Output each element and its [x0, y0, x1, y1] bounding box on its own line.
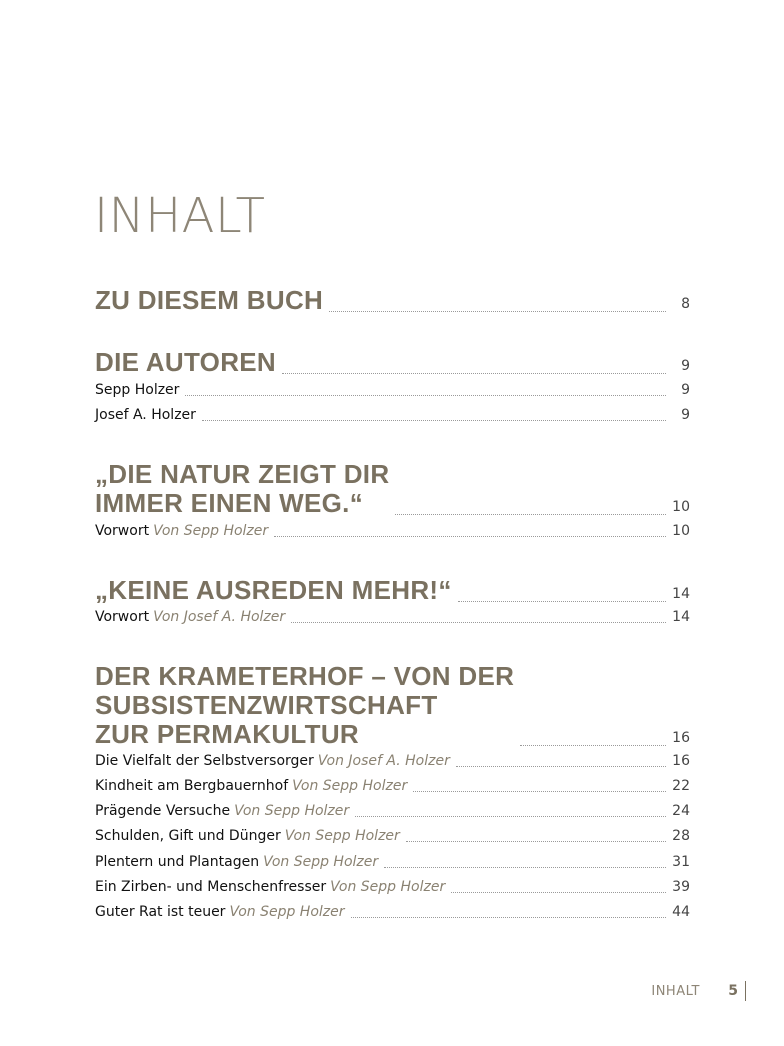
page-number: 14	[672, 609, 690, 625]
toc-entry[interactable]	[95, 904, 690, 921]
page-number: 16	[672, 753, 690, 769]
entry-title: Vorwort	[95, 609, 150, 625]
section-heading-line: ZU DIESEM BUCH	[95, 285, 324, 315]
entry-author: Von Sepp Holzer	[229, 904, 345, 920]
entry-title: Plentern und Plantagen	[95, 854, 260, 870]
page-number: 28	[672, 828, 690, 844]
dot-leader	[329, 310, 666, 312]
page-number: 39	[672, 879, 690, 895]
entry-title: Josef A. Holzer	[95, 407, 196, 423]
dot-leader	[406, 840, 666, 842]
toc-section-heading-krameterhof[interactable]	[95, 662, 690, 749]
toc-entry[interactable]	[95, 382, 690, 399]
dot-leader	[456, 765, 666, 767]
entry-author: Von Sepp Holzer	[292, 778, 408, 794]
page-number: 10	[672, 499, 690, 515]
toc-entry[interactable]	[95, 523, 690, 540]
page-number: 9	[681, 407, 690, 423]
page-number: 22	[672, 778, 690, 794]
toc-entry[interactable]	[95, 803, 690, 820]
entry-title: Vorwort	[95, 523, 150, 539]
page-number: 9	[681, 358, 690, 374]
dot-leader	[274, 535, 666, 537]
page-number: 24	[672, 803, 690, 819]
dot-leader	[291, 621, 666, 623]
page-number: 10	[672, 523, 690, 539]
toc-entry[interactable]	[95, 753, 690, 770]
toc-entry[interactable]	[95, 854, 690, 871]
toc-section-heading-die-autoren[interactable]	[95, 348, 690, 377]
entry-author: Von Sepp Holzer	[153, 523, 269, 539]
section-heading-line: SUBSISTENZWIRTSCHAFT	[95, 690, 438, 720]
section-heading-line: IMMER EINEN WEG.“	[95, 488, 363, 518]
dot-leader	[202, 419, 666, 421]
page-footer	[600, 984, 750, 1002]
dot-leader	[395, 513, 666, 515]
section-heading-line: DIE AUTOREN	[95, 347, 276, 377]
toc-section-heading-zu-diesem-buch[interactable]	[95, 286, 690, 315]
page-number: 44	[672, 904, 690, 920]
section-heading-line: „DIE NATUR ZEIGT DIR	[95, 459, 390, 489]
page-number: 16	[672, 730, 690, 746]
entry-author: Von Sepp Holzer	[330, 879, 446, 895]
entry-author: Von Josef A. Holzer	[317, 753, 450, 769]
dot-leader	[185, 394, 666, 396]
dot-leader	[413, 790, 666, 792]
entry-title: Die Vielfalt der Selbstversorger	[95, 753, 314, 769]
section-heading-line: „KEINE AUSREDEN MEHR!“	[95, 575, 452, 605]
toc-entry[interactable]	[95, 407, 690, 424]
entry-title: Kindheit am Bergbauernhof	[95, 778, 289, 794]
entry-title: Sepp Holzer	[95, 382, 180, 398]
toc-section-heading-keine-ausreden[interactable]	[95, 576, 690, 605]
toc-entry[interactable]	[95, 828, 690, 845]
entry-author: Von Sepp Holzer	[263, 854, 379, 870]
page-number: 8	[681, 296, 690, 312]
entry-author: Von Sepp Holzer	[284, 828, 400, 844]
toc-entry[interactable]	[95, 879, 690, 896]
page-number: 14	[672, 586, 690, 602]
toc-section-heading-die-natur[interactable]	[95, 460, 690, 518]
toc-entry[interactable]	[95, 778, 690, 795]
dot-leader	[355, 815, 666, 817]
dot-leader	[451, 891, 666, 893]
footer-divider	[745, 981, 746, 1001]
page-title: INHALT	[94, 188, 266, 244]
entry-title: Guter Rat ist teuer	[95, 904, 226, 920]
dot-leader	[458, 600, 666, 602]
entry-title: Prägende Versuche	[95, 803, 231, 819]
section-heading-line: DER KRAMETERHOF – VON DER	[95, 661, 515, 691]
entry-title: Ein Zirben- und Menschenfresser	[95, 879, 327, 895]
entry-author: Von Josef A. Holzer	[153, 609, 286, 625]
entry-author: Von Sepp Holzer	[234, 803, 350, 819]
section-heading-line: ZUR PERMAKULTUR	[95, 719, 359, 749]
dot-leader	[351, 916, 666, 918]
dot-leader	[520, 744, 666, 746]
page-number: 9	[681, 382, 690, 398]
dot-leader	[282, 372, 666, 374]
dot-leader	[384, 866, 666, 868]
entry-title: Schulden, Gift und Dünger	[95, 828, 281, 844]
footer-running-title: INHALT	[651, 984, 700, 999]
page-number: 31	[672, 854, 690, 870]
footer-page-number: 5	[728, 983, 738, 999]
toc-entry[interactable]	[95, 609, 690, 626]
